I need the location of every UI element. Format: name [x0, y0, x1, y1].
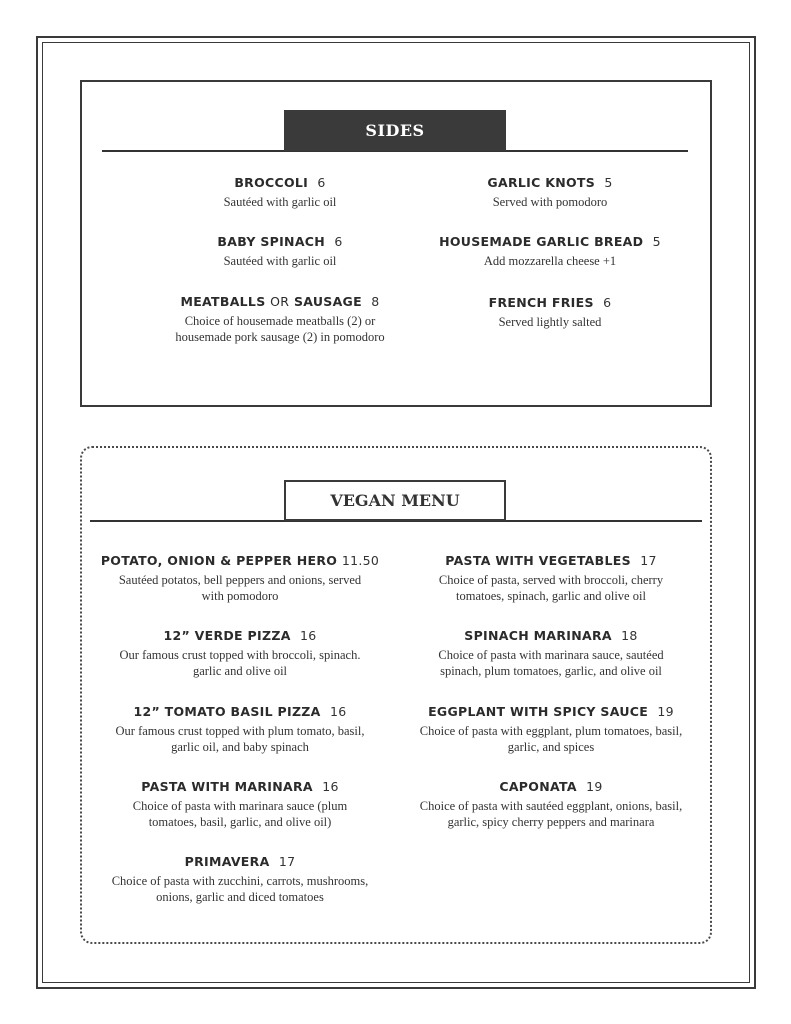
item-price: 17	[640, 553, 657, 568]
menu-item	[96, 553, 384, 604]
item-price: 18	[621, 628, 638, 643]
item-description: Our famous crust topped with broccoli, spinach. garlic and olive oil	[119, 648, 361, 678]
item-price: 6	[317, 175, 326, 190]
item-name: MEATBALLS OR SAUSAGE 8	[180, 294, 380, 309]
item-name: EGGPLANT WITH SPICY SAUCE 19	[428, 704, 674, 719]
item-description: Choice of housemade meatballs (2) or housemade pork sausage (2) in pomodoro	[175, 314, 385, 344]
menu-item	[96, 704, 384, 755]
menu-item	[96, 854, 384, 905]
menu-item	[120, 234, 440, 269]
item-name: FRENCH FRIES 6	[488, 295, 612, 310]
item-description: Choice of pasta with marinara sauce (plum tomatoes, basil, garlic, and olive oil)	[132, 799, 348, 829]
menu-item	[406, 628, 696, 679]
item-name: POTATO, ONION & PEPPER HERO 11.50	[100, 553, 380, 568]
item-description: Choice of pasta with marinara sauce, sautéed spinach, plum tomatoes, garlic, and olive oil	[438, 648, 664, 678]
item-name: CAPONATA 19	[499, 779, 603, 794]
item-description: Choice of pasta with sautéed eggplant, onions, basil, garlic, spicy cherry peppers and marinara	[419, 799, 683, 829]
item-price: 19	[657, 704, 674, 719]
sides-title: SIDES	[284, 110, 506, 151]
item-description: Choice of pasta, served with broccoli, cherry tomatoes, spinach, garlic and olive oil	[438, 573, 664, 603]
item-name: PASTA WITH VEGETABLES 17	[445, 553, 657, 568]
item-price: 6	[603, 295, 612, 310]
menu-item	[400, 175, 700, 210]
item-price: 6	[334, 234, 343, 249]
item-name: PASTA WITH MARINARA 16	[141, 779, 339, 794]
item-description: Served with pomodoro	[492, 195, 608, 209]
item-price: 5	[604, 175, 613, 190]
item-name: SPINACH MARINARA 18	[464, 628, 638, 643]
vegan-title: VEGAN MENU	[284, 480, 506, 521]
menu-item	[400, 234, 700, 269]
item-name: 12” VERDE PIZZA 16	[163, 628, 317, 643]
menu-item	[406, 779, 696, 830]
item-price: 16	[329, 704, 347, 719]
item-price: 16	[299, 628, 317, 643]
menu-item	[120, 175, 440, 210]
menu-item	[96, 628, 384, 679]
item-description: Choice of pasta with eggplant, plum tomatoes, basil, garlic, and spices	[419, 724, 683, 754]
item-description: Add mozzarella cheese +1	[483, 254, 617, 268]
item-description: Sautéed with garlic oil	[223, 195, 337, 209]
item-description: Served lightly salted	[498, 315, 602, 329]
item-description: Sautéed with garlic oil	[223, 254, 337, 268]
item-price: 8	[371, 294, 380, 309]
menu-item	[406, 704, 696, 755]
menu-item	[400, 295, 700, 330]
item-price: 19	[586, 779, 603, 794]
item-price: 11.50	[341, 553, 380, 568]
item-name: GARLIC KNOTS 5	[487, 175, 613, 190]
item-description: Choice of pasta with zucchini, carrots, mushrooms, onions, garlic and diced tomatoes	[111, 874, 369, 904]
item-name: HOUSEMADE GARLIC BREAD 5	[439, 234, 661, 249]
item-description: Our famous crust topped with plum tomato, basil, garlic oil, and baby spinach	[115, 724, 365, 754]
item-price: 5	[652, 234, 661, 249]
item-name: BROCCOLI 6	[234, 175, 326, 190]
item-price: 17	[278, 854, 296, 869]
item-price: 16	[322, 779, 339, 794]
menu-item	[96, 779, 384, 830]
item-name: 12” TOMATO BASIL PIZZA 16	[133, 704, 347, 719]
menu-item	[406, 553, 696, 604]
item-description: Sautéed potatos, bell peppers and onions, served with pomodoro	[118, 573, 362, 603]
item-name: BABY SPINACH 6	[217, 234, 343, 249]
item-name: PRIMAVERA 17	[184, 854, 296, 869]
